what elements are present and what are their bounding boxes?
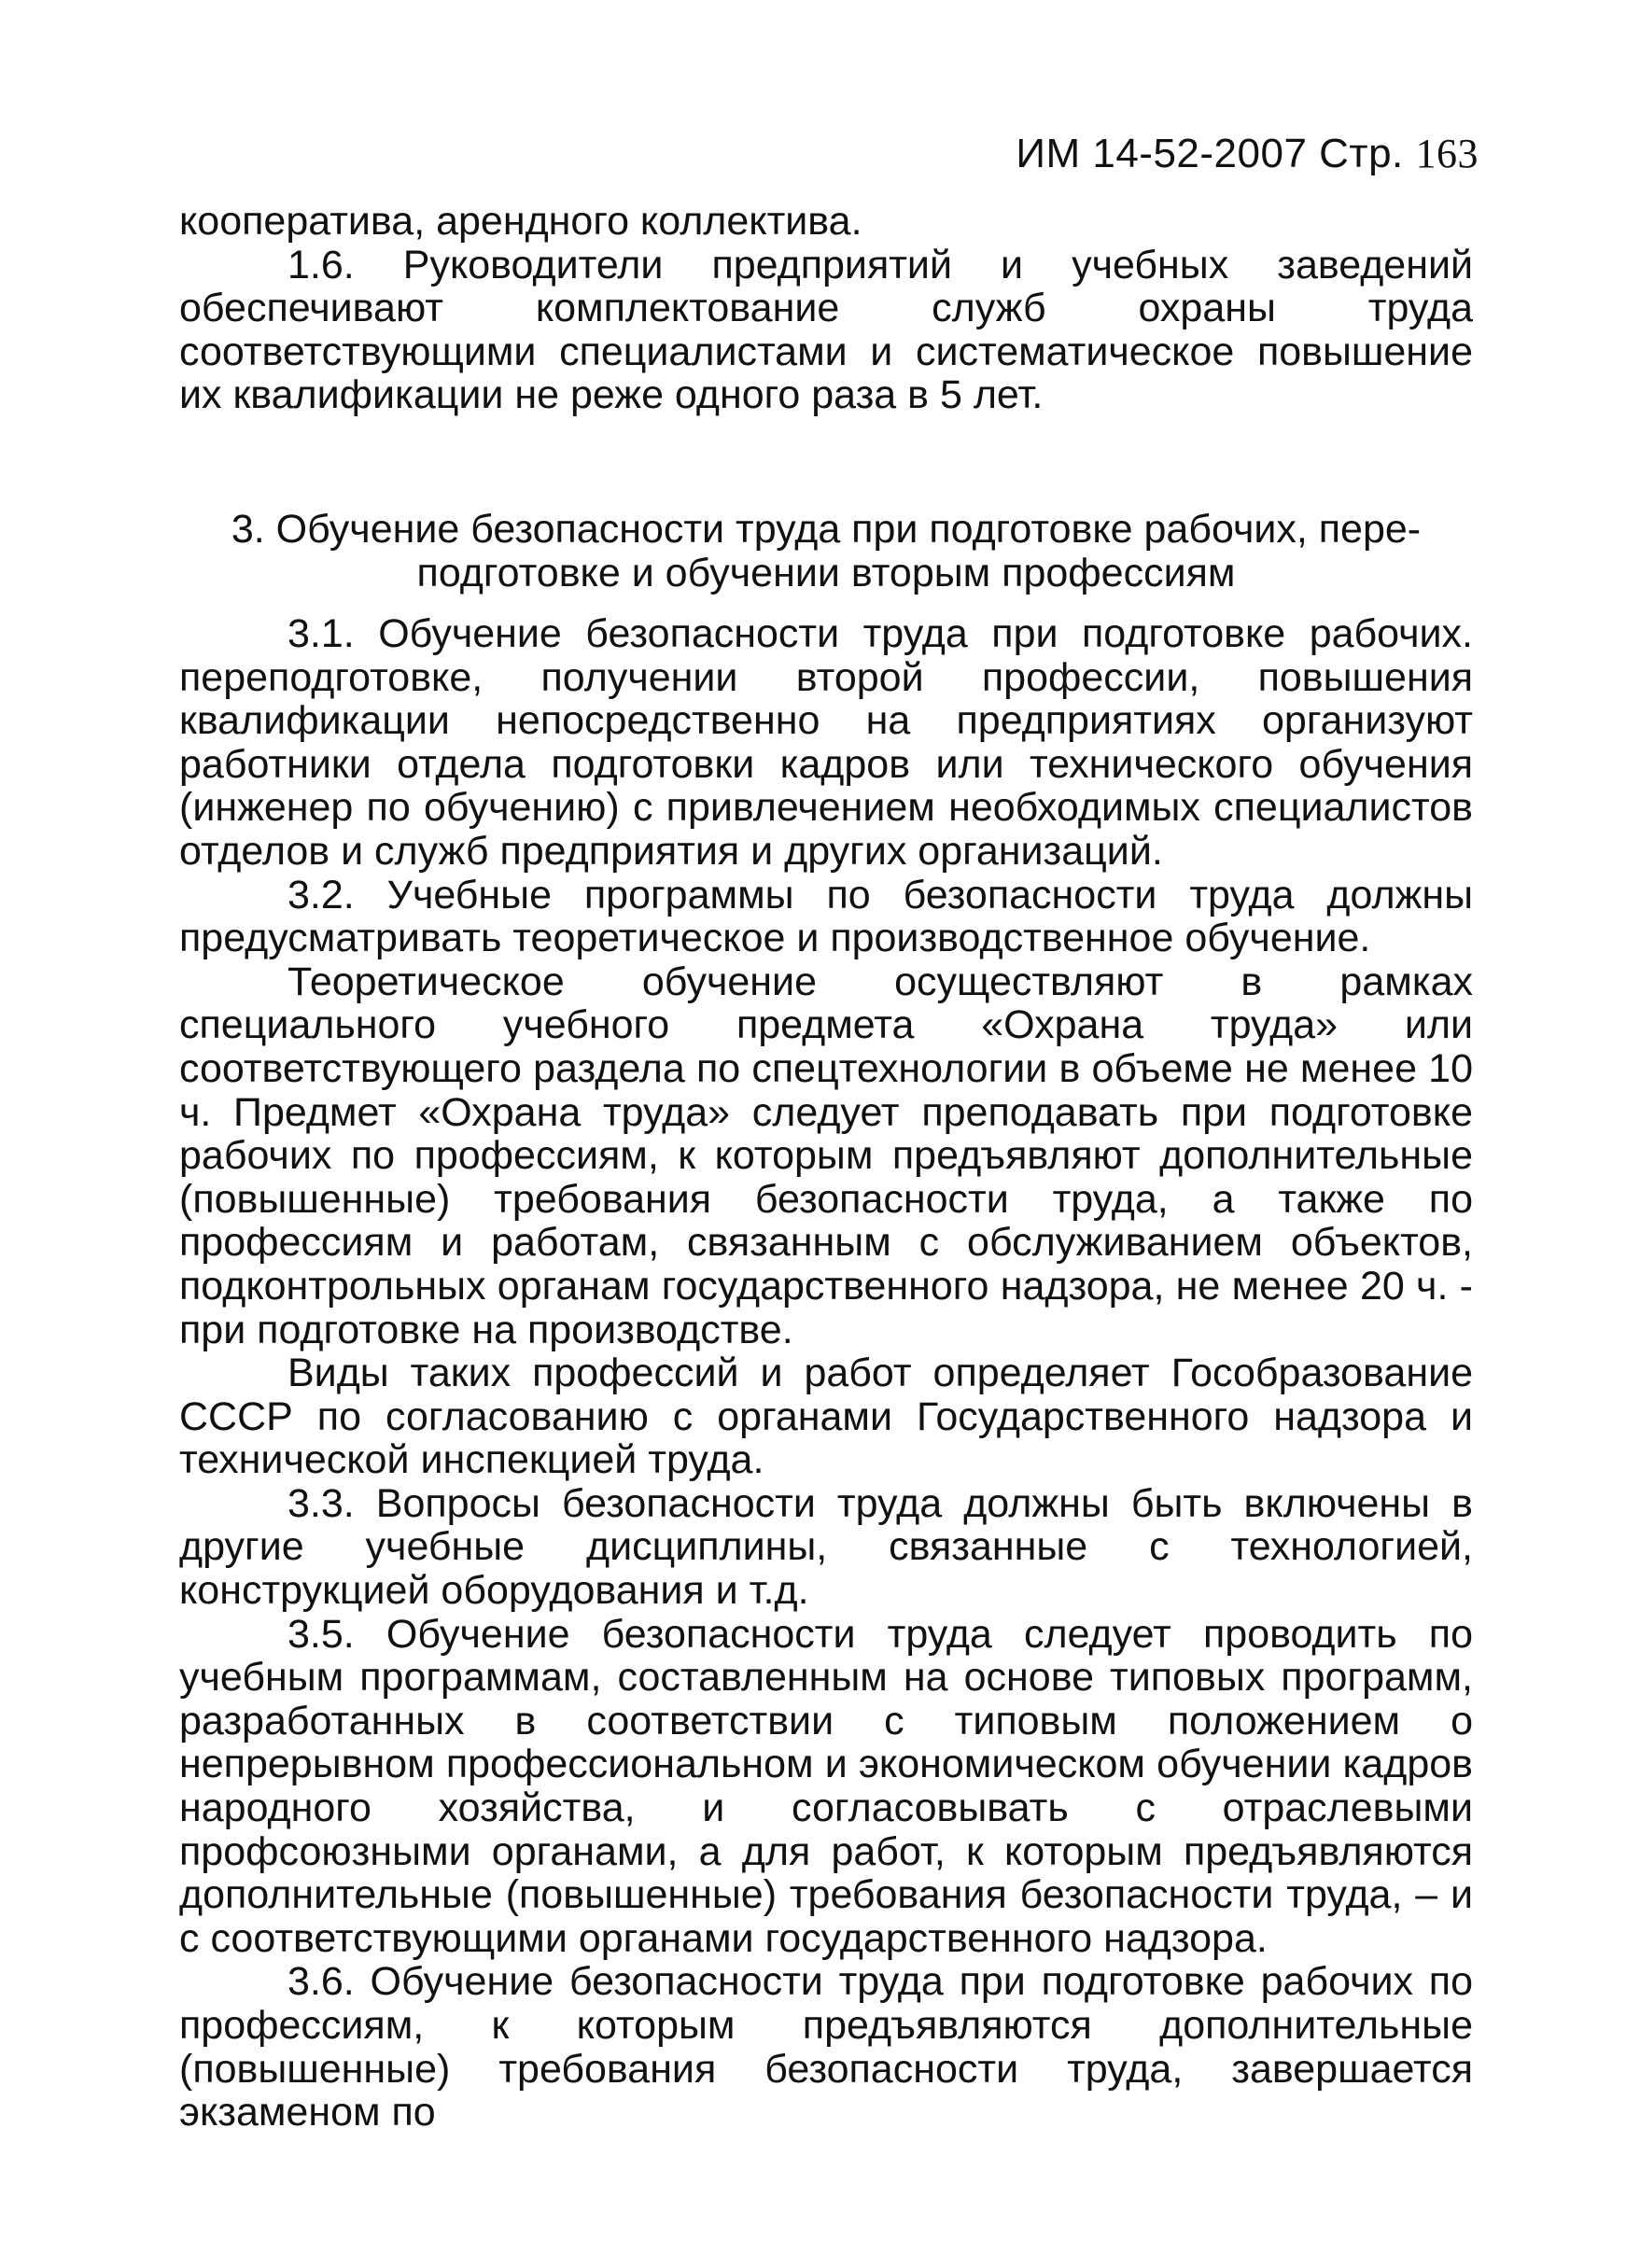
paragraph-professions: Виды таких профессий и работ определяет Гособразование СССР по согласованию с органами Государственного надзора и технической инспекцией труда. (179, 1351, 1473, 1483)
section-heading (179, 508, 1473, 595)
paragraph-continuation: кооператива, арендного коллектива. (179, 199, 862, 244)
section-heading-line-1: 3. Обучение безопасности труда при подготовке рабочих, пере- (231, 507, 1422, 552)
document-reference: ИМ 14-52-2007 Стр. (1016, 131, 1404, 176)
paragraph-3-1: 3.1. Обучение безопасности труда при подготовке рабочих. переподготовке, получении второй профессии, повышения квалификации непосредственно на предприятиях организуют работники отдела подготовки кадров или технического обучения (инженер по обучению) с привлечением необходимых специалистов отделов и служб предприятия и других организаций. (179, 611, 1473, 874)
paragraph-3-5: 3.5. Обучение безопасности труда следует проводить по учебным программам, составленным на основе типовых программ, разработанных в соответствии с типовым положением о непрерывном профессиональном и экономическом обучении кадров народного хозяйства, и согласовывать с отраслевыми профсоюзными органами, а для работ, к которым предъявляются дополнительные (повышенные) требования безопасности труда, – и с соответствующими органами государственного надзора. (179, 1611, 1473, 1961)
paragraph-3-2: 3.2. Учебные программы по безопасности труда должны предусматривать теоретическое и производственное обучение. (179, 872, 1473, 961)
paragraph-theory: Теоретическое обучение осуществляют в рамках специального учебного предмета «Охрана труда» или соответствующего раздела по спецтехнологии в объеме не менее 10 ч. Предмет «Охрана труда» следует преподавать при подготовке рабочих по профессиям, к которым предъявляют дополнительные (повышенные) требования безопасности труда, а также по профессиям и работам, связанным с обслуживанием объектов, подконтрольных органам государственного надзора, не менее 20 ч. - при подготовке на производстве. (179, 959, 1473, 1352)
top-text-block (179, 200, 1473, 417)
page-number: 163 (1415, 131, 1479, 176)
page-header (1016, 129, 1479, 179)
section-heading-line-2: подготовке и обучении вторым профессиям (416, 550, 1236, 595)
paragraph-3-3: 3.3. Вопросы безопасности труда должны быть включены в другие учебные дисциплины, связанные с технологией, конструкцией оборудования и т.д. (179, 1480, 1473, 1614)
paragraph-1-6: 1.6. Руководители предприятий и учебных заведений обеспечивают комплектование служб охраны труда соответствующими специалистами и систематическое повышение их квалификации не реже одного раза в 5 лет. (179, 242, 1473, 418)
paragraph-3-6: 3.6. Обучение безопасности труда при подготовке рабочих по профессиям, к которым предъявляются дополнительные (повышенные) требования безопасности труда, завершается экзаменом по (179, 1959, 1473, 2135)
section-body (179, 612, 1473, 2135)
